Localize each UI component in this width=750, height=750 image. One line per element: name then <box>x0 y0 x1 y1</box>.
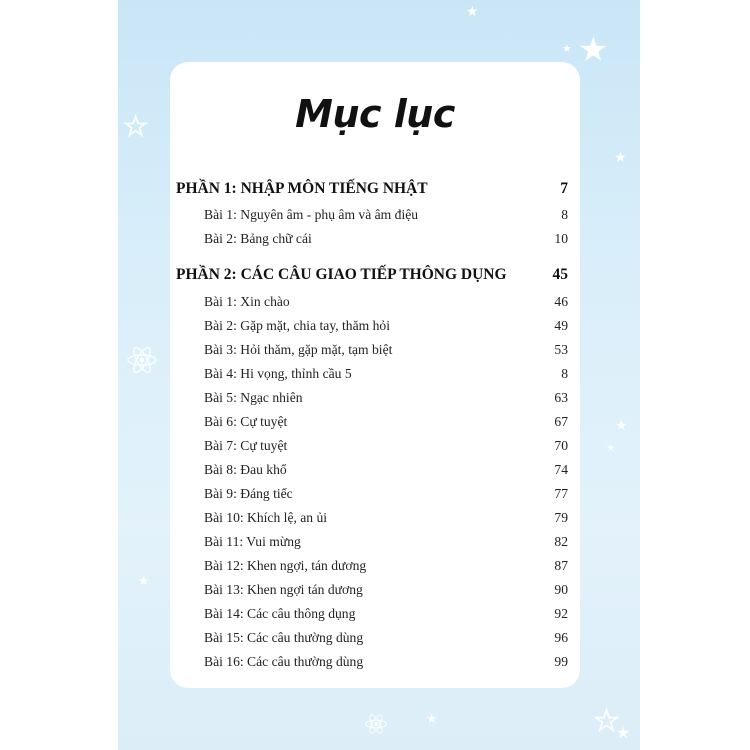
toc-lesson-label: Bài 3: Hỏi thăm, gặp mặt, tạm biệt <box>204 342 393 357</box>
toc-lesson-page: 67 <box>554 414 568 429</box>
toc-lesson-page: 53 <box>554 342 568 357</box>
toc-lesson-label: Bài 7: Cự tuyệt <box>204 438 288 453</box>
toc-lesson <box>204 231 568 247</box>
toc-lesson-label: Bài 13: Khen ngợi tán dương <box>204 582 363 597</box>
toc-lesson-page: 70 <box>554 438 568 453</box>
toc-part-label: PHẦN 1: NHẬP MÔN TIẾNG NHẬT <box>176 180 428 197</box>
toc-lesson-label: Bài 12: Khen ngợi, tán dương <box>204 558 367 573</box>
toc-lesson-page: 8 <box>561 366 568 381</box>
toc-lesson <box>204 438 568 454</box>
toc-lesson <box>204 390 568 406</box>
toc-part-page: 7 <box>560 180 568 197</box>
toc-lesson-page: 77 <box>554 486 568 501</box>
toc-lesson <box>204 510 568 526</box>
book-page <box>118 0 640 750</box>
toc-lesson <box>204 486 568 502</box>
toc-lesson-page: 79 <box>554 510 568 525</box>
toc-lesson-label: Bài 15: Các câu thường dùng <box>204 630 364 645</box>
star-icon: ★ <box>578 32 609 69</box>
toc-part-2 <box>176 266 568 284</box>
star-icon: ★ <box>614 151 627 166</box>
star-icon: ★ <box>426 711 438 726</box>
toc-lesson <box>204 366 568 382</box>
toc-lesson <box>204 207 568 223</box>
toc-part-1 <box>176 180 568 198</box>
toc-part-page: 45 <box>552 266 568 283</box>
toc-part-label: PHẦN 2: CÁC CÂU GIAO TIẾP THÔNG DỤNG <box>176 266 507 283</box>
toc-lesson-label: Bài 4: Hi vọng, thỉnh cầu 5 <box>204 366 352 381</box>
toc-lesson-label: Bài 10: Khích lệ, an ủi <box>204 510 328 525</box>
star-icon: ★ <box>466 5 479 20</box>
toc-lesson-page: 99 <box>554 654 568 669</box>
toc-lesson <box>204 630 568 646</box>
toc-lesson-label: Bài 5: Ngạc nhiên <box>204 390 303 405</box>
star-icon: ★ <box>606 443 615 454</box>
star-icon: ★ <box>616 725 631 742</box>
toc-lesson <box>204 294 568 310</box>
toc-lesson-page: 87 <box>554 558 568 573</box>
atom-icon <box>364 712 388 736</box>
toc-lesson <box>204 654 568 670</box>
toc-lesson-label: Bài 14: Các câu thông dụng <box>204 606 356 621</box>
star-icon: ★ <box>138 573 150 588</box>
toc-lesson-page: 82 <box>554 534 568 549</box>
toc-lesson-label: Bài 1: Nguyên âm - phụ âm và âm điệu <box>204 207 419 222</box>
toc-card <box>170 62 580 688</box>
toc-lesson <box>204 318 568 334</box>
toc-lesson-label: Bài 16: Các câu thường dùng <box>204 654 364 669</box>
toc-lesson-page: 10 <box>554 231 568 246</box>
star-icon: ★ <box>594 706 620 737</box>
star-icon: ★ <box>562 43 572 55</box>
toc-lesson-page: 8 <box>561 207 568 222</box>
toc-lesson-page: 90 <box>554 582 568 597</box>
toc-lesson-page: 46 <box>554 294 568 309</box>
toc-lesson-label: Bài 8: Đau khổ <box>204 462 287 477</box>
star-icon: ★ <box>615 419 628 434</box>
toc-lesson <box>204 414 568 430</box>
toc-lesson-label: Bài 11: Vui mừng <box>204 534 301 549</box>
toc-lesson-label: Bài 1: Xin chào <box>204 294 290 309</box>
toc-lesson-page: 92 <box>554 606 568 621</box>
toc-lesson-label: Bài 6: Cự tuyệt <box>204 414 288 429</box>
toc-lesson <box>204 342 568 358</box>
toc-lesson-label: Bài 9: Đáng tiếc <box>204 486 293 501</box>
toc-lesson-page: 96 <box>554 630 568 645</box>
atom-icon <box>126 344 158 376</box>
toc-lesson-page: 63 <box>554 390 568 405</box>
star-icon: ★ <box>124 112 148 141</box>
toc-lesson <box>204 462 568 478</box>
toc-lesson <box>204 582 568 598</box>
toc-lesson-page: 49 <box>554 318 568 333</box>
toc-lesson-label: Bài 2: Bảng chữ cái <box>204 231 312 246</box>
toc-lesson <box>204 534 568 550</box>
toc-lesson-label: Bài 2: Gặp mặt, chia tay, thăm hỏi <box>204 318 390 333</box>
toc-lesson <box>204 606 568 622</box>
toc-lesson <box>204 558 568 574</box>
page-title: Mục lục <box>295 92 455 136</box>
toc-lesson-page: 74 <box>554 462 568 477</box>
